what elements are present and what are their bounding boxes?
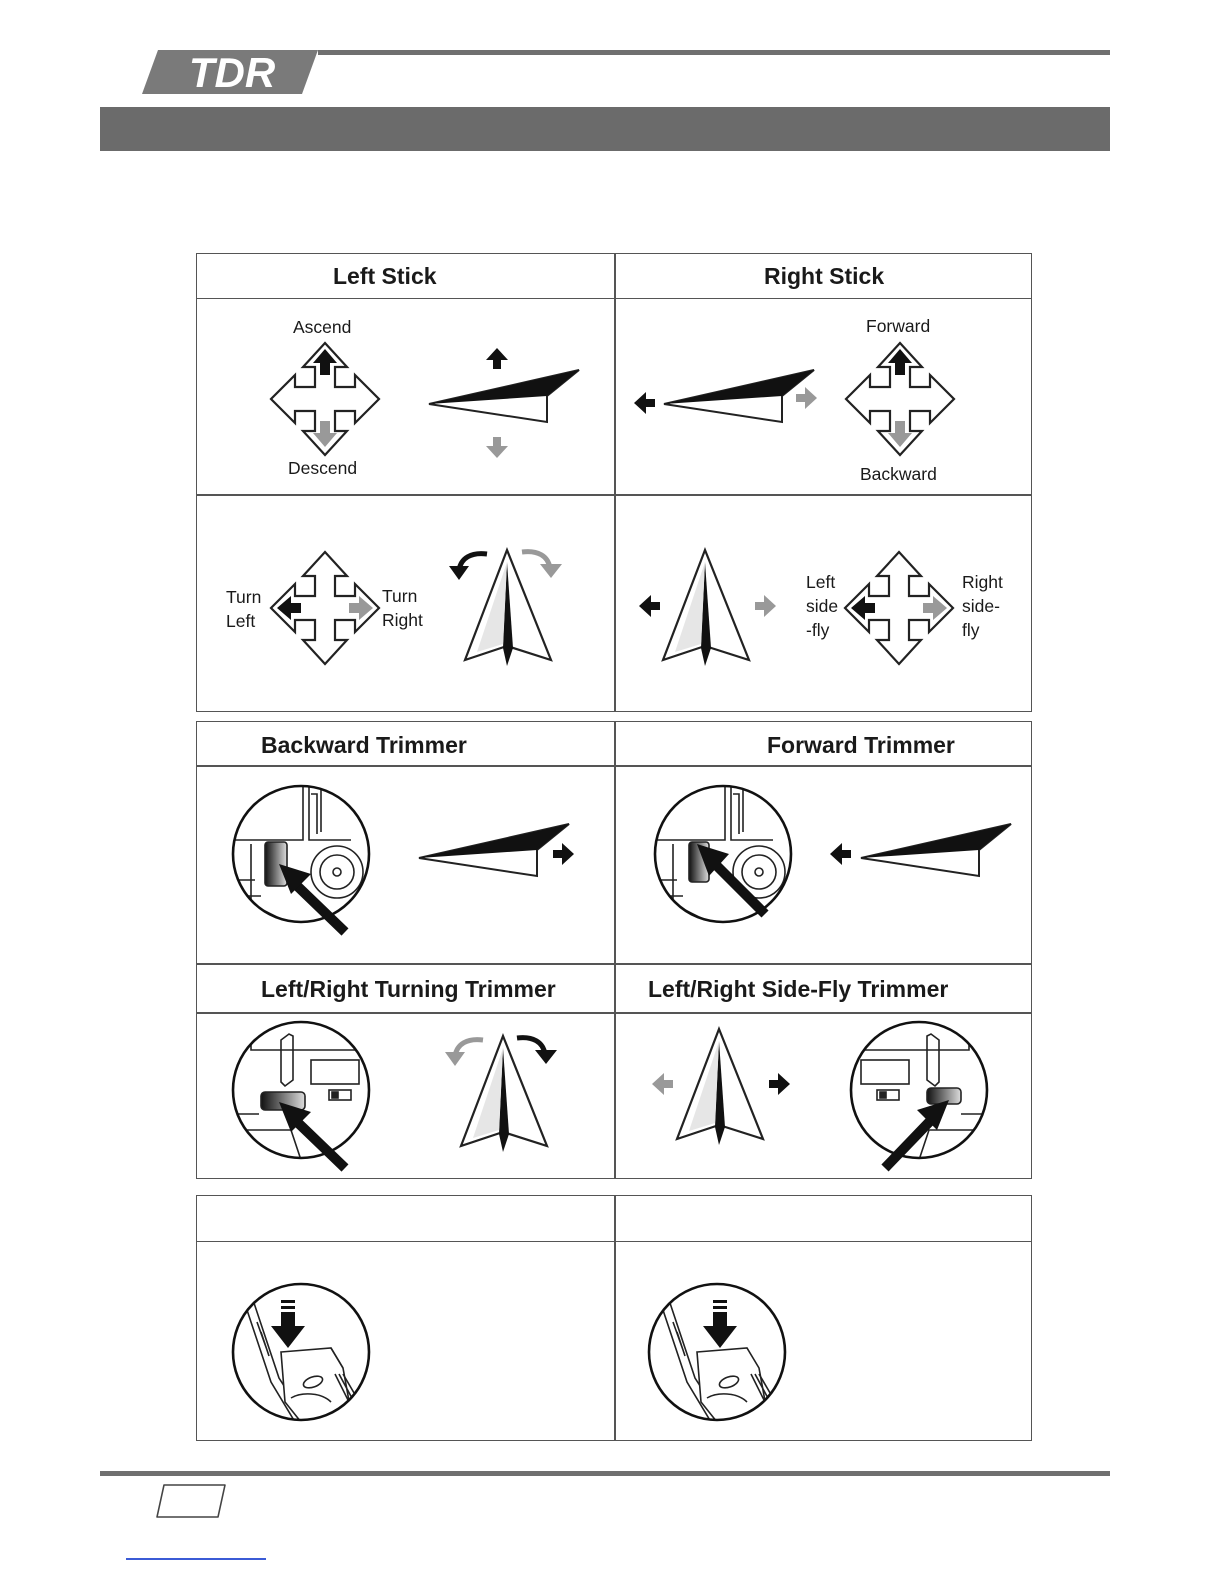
right-arrow-icon-backtrim [551, 842, 575, 866]
drone-side-icon-right [662, 366, 816, 426]
left-arrow-icon-fwdtrim [829, 842, 853, 866]
left-arrow-icon-sidefly [638, 594, 662, 618]
dpad-turn-icon [265, 550, 385, 666]
backward-trim-button-closeup [231, 784, 371, 936]
left-side-fly-label-line3: -fly [806, 620, 830, 640]
drone-top-icon-sidetrim [675, 1027, 765, 1149]
down-arrow-icon [485, 435, 509, 459]
left-arrow-icon-sidetrim [651, 1072, 675, 1096]
turning-trimmer-header: Left/Right Turning Trimmer [261, 976, 556, 1002]
sidefly-trimmer-header: Left/Right Side-Fly Trimmer [648, 976, 949, 1002]
turn-right-label-line1: Turn [382, 586, 418, 606]
header-band [100, 107, 1110, 151]
left-side-fly-label-line2: side [806, 596, 839, 616]
drone-side-icon-backtrim [417, 820, 571, 880]
turn-left-label-line1: Turn [226, 587, 262, 607]
rotate-right-icon-turntrim [515, 1032, 559, 1068]
right-arrow-icon-sidefly [753, 594, 777, 618]
dpad-up-down-icon [265, 341, 385, 457]
bottom-rule [100, 1471, 1110, 1476]
drone-side-icon-fwdtrim [859, 820, 1013, 880]
forward-label: Forward [866, 316, 931, 336]
left-stick-header: Left Stick [333, 263, 437, 289]
sticks-table [196, 253, 1032, 712]
forward-trim-button-closeup [653, 784, 793, 936]
turn-right-label-line2: Right [382, 610, 423, 630]
right-side-fly-label-line1: Right [962, 572, 1003, 592]
right-arrow-icon-sidetrim [767, 1072, 791, 1096]
press-button-closeup-right [647, 1282, 787, 1422]
right-side-fly-label-line3: fly [962, 620, 980, 640]
top-rule [318, 50, 1110, 55]
drone-top-icon-sidefly [661, 548, 751, 670]
bottom-table [196, 1195, 1032, 1441]
ascend-label: Ascend [293, 317, 352, 337]
press-button-closeup-left [231, 1282, 371, 1422]
dpad-sidefly-icon [839, 550, 959, 666]
tdr-logo [140, 48, 320, 96]
rotate-left-icon-turntrim [443, 1034, 485, 1070]
rotate-right-icon [520, 546, 564, 582]
turning-trim-button-closeup [231, 1020, 371, 1172]
page-number-tab [156, 1484, 226, 1518]
descend-label: Descend [288, 458, 358, 478]
up-arrow-icon [485, 347, 509, 371]
sidefly-trim-button-closeup [849, 1020, 989, 1172]
turn-left-label-line2: Left [226, 611, 256, 631]
backward-label: Backward [860, 464, 937, 484]
right-arrow-icon [794, 386, 818, 410]
left-arrow-icon [633, 391, 657, 415]
trimmer-table [196, 721, 1032, 1179]
left-side-fly-label-line1: Left [806, 572, 836, 592]
backward-trimmer-header: Backward Trimmer [261, 732, 467, 758]
right-side-fly-label-line2: side- [962, 596, 1000, 616]
logo-text: TDR [188, 49, 276, 96]
link-underline[interactable] [126, 1558, 266, 1560]
rotate-left-icon [447, 548, 489, 584]
dpad-forward-backward-icon [840, 341, 960, 457]
forward-trimmer-header: Forward Trimmer [767, 732, 955, 758]
drone-side-icon [427, 366, 581, 426]
right-stick-header: Right Stick [764, 263, 885, 289]
